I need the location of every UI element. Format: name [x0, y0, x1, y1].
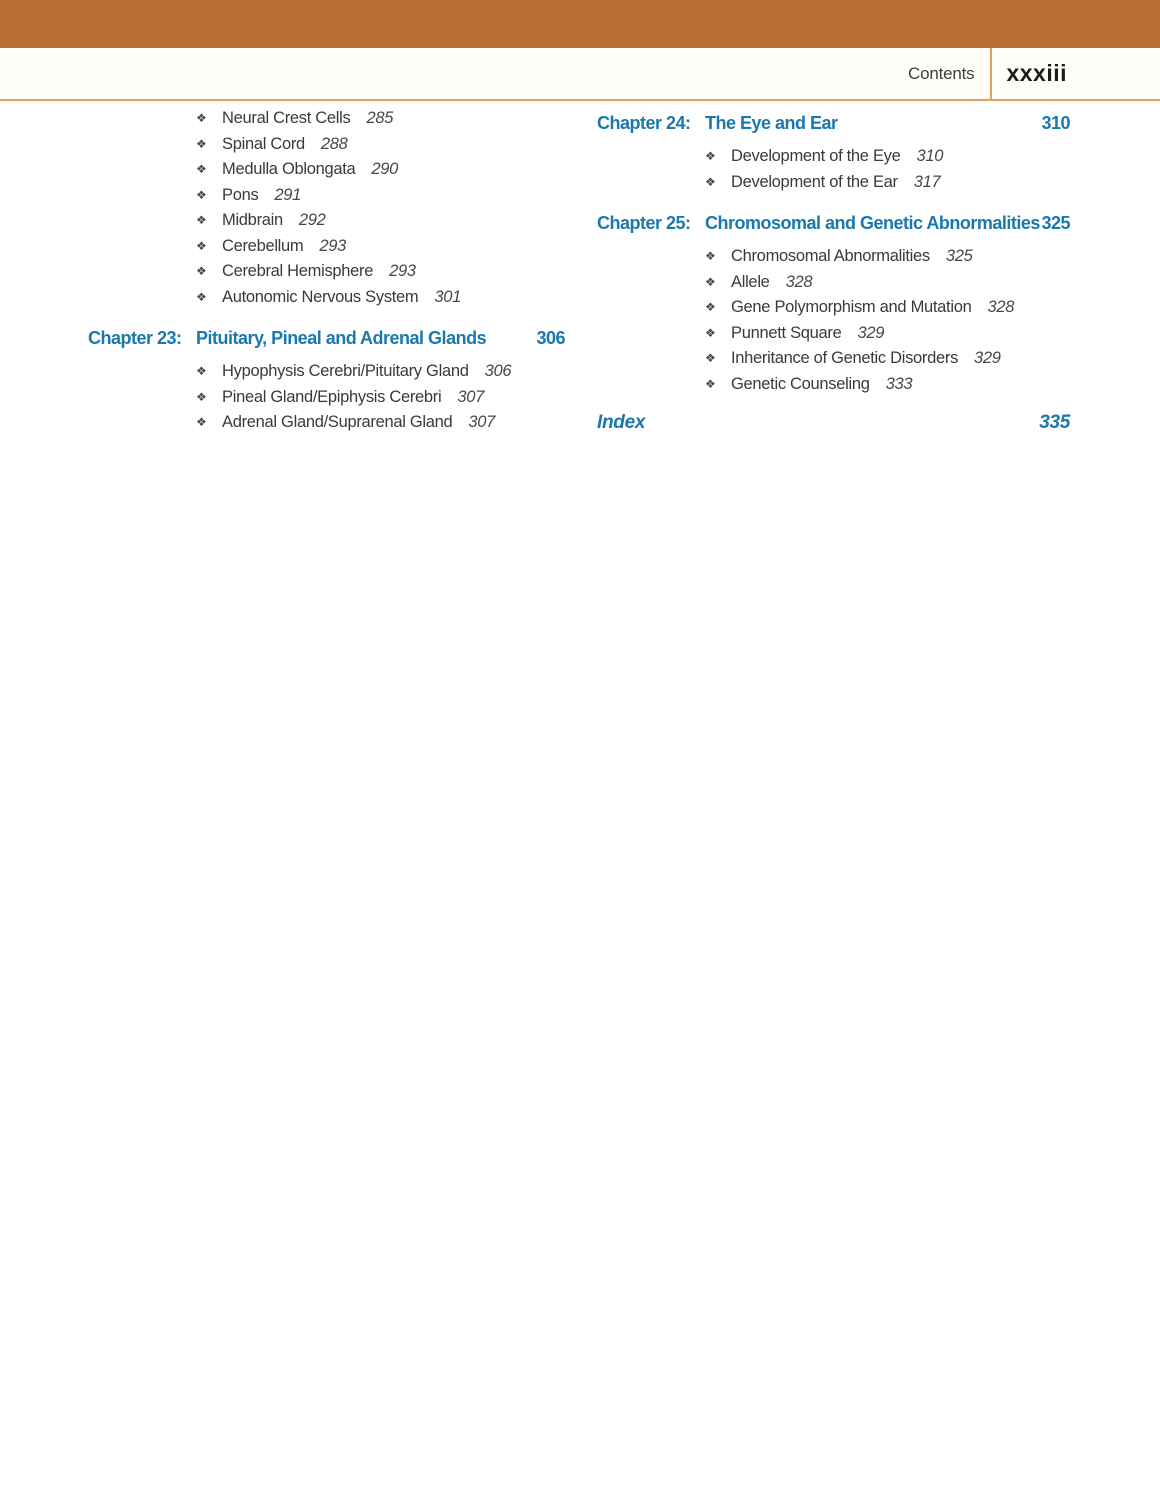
subtopic-label: Genetic Counseling [731, 374, 870, 393]
subtopic-page-number: 310 [916, 147, 944, 165]
subtopic-entry [88, 359, 565, 385]
subtopic-label: Spinal Cord [222, 134, 305, 153]
diamond-bullet-icon: ❖ [705, 274, 716, 289]
subtopic-entry [597, 144, 1070, 170]
diamond-bullet-icon: ❖ [196, 289, 207, 304]
diamond-bullet-icon: ❖ [196, 238, 207, 253]
subtopic-entry [88, 285, 565, 311]
diamond-bullet-icon: ❖ [705, 376, 716, 391]
subtopic-page-number: 288 [320, 134, 348, 153]
subtopic-label: Allele [731, 272, 770, 291]
page-number-roman: xxxiii [1006, 60, 1067, 86]
subtopic-entry [597, 346, 1070, 372]
subtopic-page-number: 306 [484, 362, 512, 380]
subtopic-entry [88, 410, 565, 436]
subtopic-list [597, 144, 1070, 195]
subtopic-label: Medulla Oblongata [222, 160, 356, 178]
subtopic-entry [88, 259, 565, 285]
subtopic-page-number: 307 [468, 413, 496, 431]
chapter-entry [597, 211, 1070, 235]
subtopic-entry [88, 157, 565, 183]
index-page-number: 335 [1039, 412, 1070, 433]
subtopic-page-number: 290 [371, 160, 399, 178]
chapter-title: The Eye and Ear [705, 113, 838, 133]
subtopic-label: Development of the Ear [731, 172, 898, 191]
subtopic-list [88, 359, 565, 436]
subtopic-entry [597, 321, 1070, 347]
subtopic-label: Adrenal Gland/Suprarenal Gland [222, 413, 453, 431]
running-header-contents: Contents [908, 63, 975, 83]
subtopic-label: Midbrain [222, 211, 283, 229]
chapter-page-number: 306 [536, 328, 565, 348]
subtopic-page-number: 293 [319, 236, 347, 255]
subtopic-entry [88, 132, 565, 158]
subtopic-label: Cerebellum [222, 236, 304, 255]
diamond-bullet-icon: ❖ [705, 149, 716, 163]
diamond-bullet-icon: ❖ [196, 264, 207, 278]
subtopic-label: Neural Crest Cells [222, 109, 351, 127]
chapter-title: Chromosomal and Genetic Abnormalities [705, 213, 1040, 233]
diamond-bullet-icon: ❖ [196, 162, 207, 176]
subtopic-entry [597, 270, 1070, 296]
subtopic-page-number: 333 [885, 374, 913, 393]
subtopic-page-number: 291 [274, 185, 302, 204]
subtopic-label: Chromosomal Abnormalities [731, 247, 930, 265]
diamond-bullet-icon: ❖ [705, 174, 716, 189]
chapter-entry [88, 326, 565, 350]
subtopic-page-number: 285 [366, 109, 394, 127]
subtopic-entry [597, 372, 1070, 398]
chapter-title: Pituitary, Pineal and Adrenal Glands [196, 328, 487, 348]
subtopic-label: Development of the Eye [731, 147, 901, 165]
subtopic-page-number: 328 [785, 272, 813, 291]
chapter-number-label: Chapter 23: [88, 328, 182, 348]
diamond-bullet-icon: ❖ [196, 111, 207, 125]
subtopic-page-number: 329 [974, 349, 1001, 367]
diamond-bullet-icon: ❖ [196, 136, 207, 151]
diamond-bullet-icon: ❖ [705, 300, 716, 314]
page-header [0, 48, 1160, 99]
subtopic-entry [597, 170, 1070, 196]
subtopic-label: Cerebral Hemisphere [222, 262, 374, 280]
subtopic-label: Inheritance of Genetic Disorders [731, 349, 959, 367]
subtopic-page-number: 317 [913, 172, 941, 191]
diamond-bullet-icon: ❖ [196, 187, 207, 202]
subtopic-label: Punnett Square [731, 323, 842, 342]
subtopic-label: Autonomic Nervous System [222, 287, 419, 306]
diamond-bullet-icon: ❖ [705, 325, 716, 340]
subtopic-page-number: 292 [298, 211, 326, 229]
header-divider-line [990, 48, 992, 99]
subtopic-page-number: 307 [457, 387, 485, 406]
chapter-page-number: 310 [1041, 113, 1070, 133]
chapter-page-number: 325 [1041, 213, 1070, 233]
subtopic-entry [88, 234, 565, 260]
subtopic-entry [88, 106, 565, 132]
toc-left-column [88, 106, 565, 436]
subtopic-label: Pineal Gland/Epiphysis Cerebri [222, 387, 442, 406]
diamond-bullet-icon: ❖ [705, 351, 716, 365]
subtopic-page-number: 293 [389, 262, 416, 280]
subtopic-page-number: 301 [434, 287, 462, 306]
diamond-bullet-icon: ❖ [196, 364, 207, 378]
diamond-bullet-icon: ❖ [196, 415, 207, 429]
chapter-number-label: Chapter 25: [597, 213, 691, 233]
index-entry [597, 412, 1070, 434]
subtopic-label: Hypophysis Cerebri/Pituitary Gland [222, 362, 469, 380]
index-label: Index [597, 412, 646, 433]
subtopic-entry [597, 244, 1070, 270]
subtopic-page-number: 329 [857, 323, 885, 342]
subtopic-label: Gene Polymorphism and Mutation [731, 298, 972, 316]
diamond-bullet-icon: ❖ [196, 213, 207, 227]
chapter-number-label: Chapter 24: [597, 113, 691, 133]
subtopic-label: Pons [222, 185, 259, 204]
chapter-entry [597, 111, 1070, 135]
top-color-bar [0, 0, 1160, 48]
subtopic-entry [597, 295, 1070, 321]
diamond-bullet-icon: ❖ [705, 249, 716, 263]
subtopic-entry [88, 183, 565, 209]
subtopic-entry [88, 385, 565, 411]
header-rule-line [0, 99, 1160, 101]
subtopic-entry [88, 208, 565, 234]
toc-right-column [597, 106, 1070, 434]
subtopic-page-number: 328 [987, 298, 1015, 316]
diamond-bullet-icon: ❖ [196, 389, 207, 404]
subtopic-list [88, 106, 565, 310]
subtopic-page-number: 325 [945, 247, 973, 265]
subtopic-list [597, 244, 1070, 397]
